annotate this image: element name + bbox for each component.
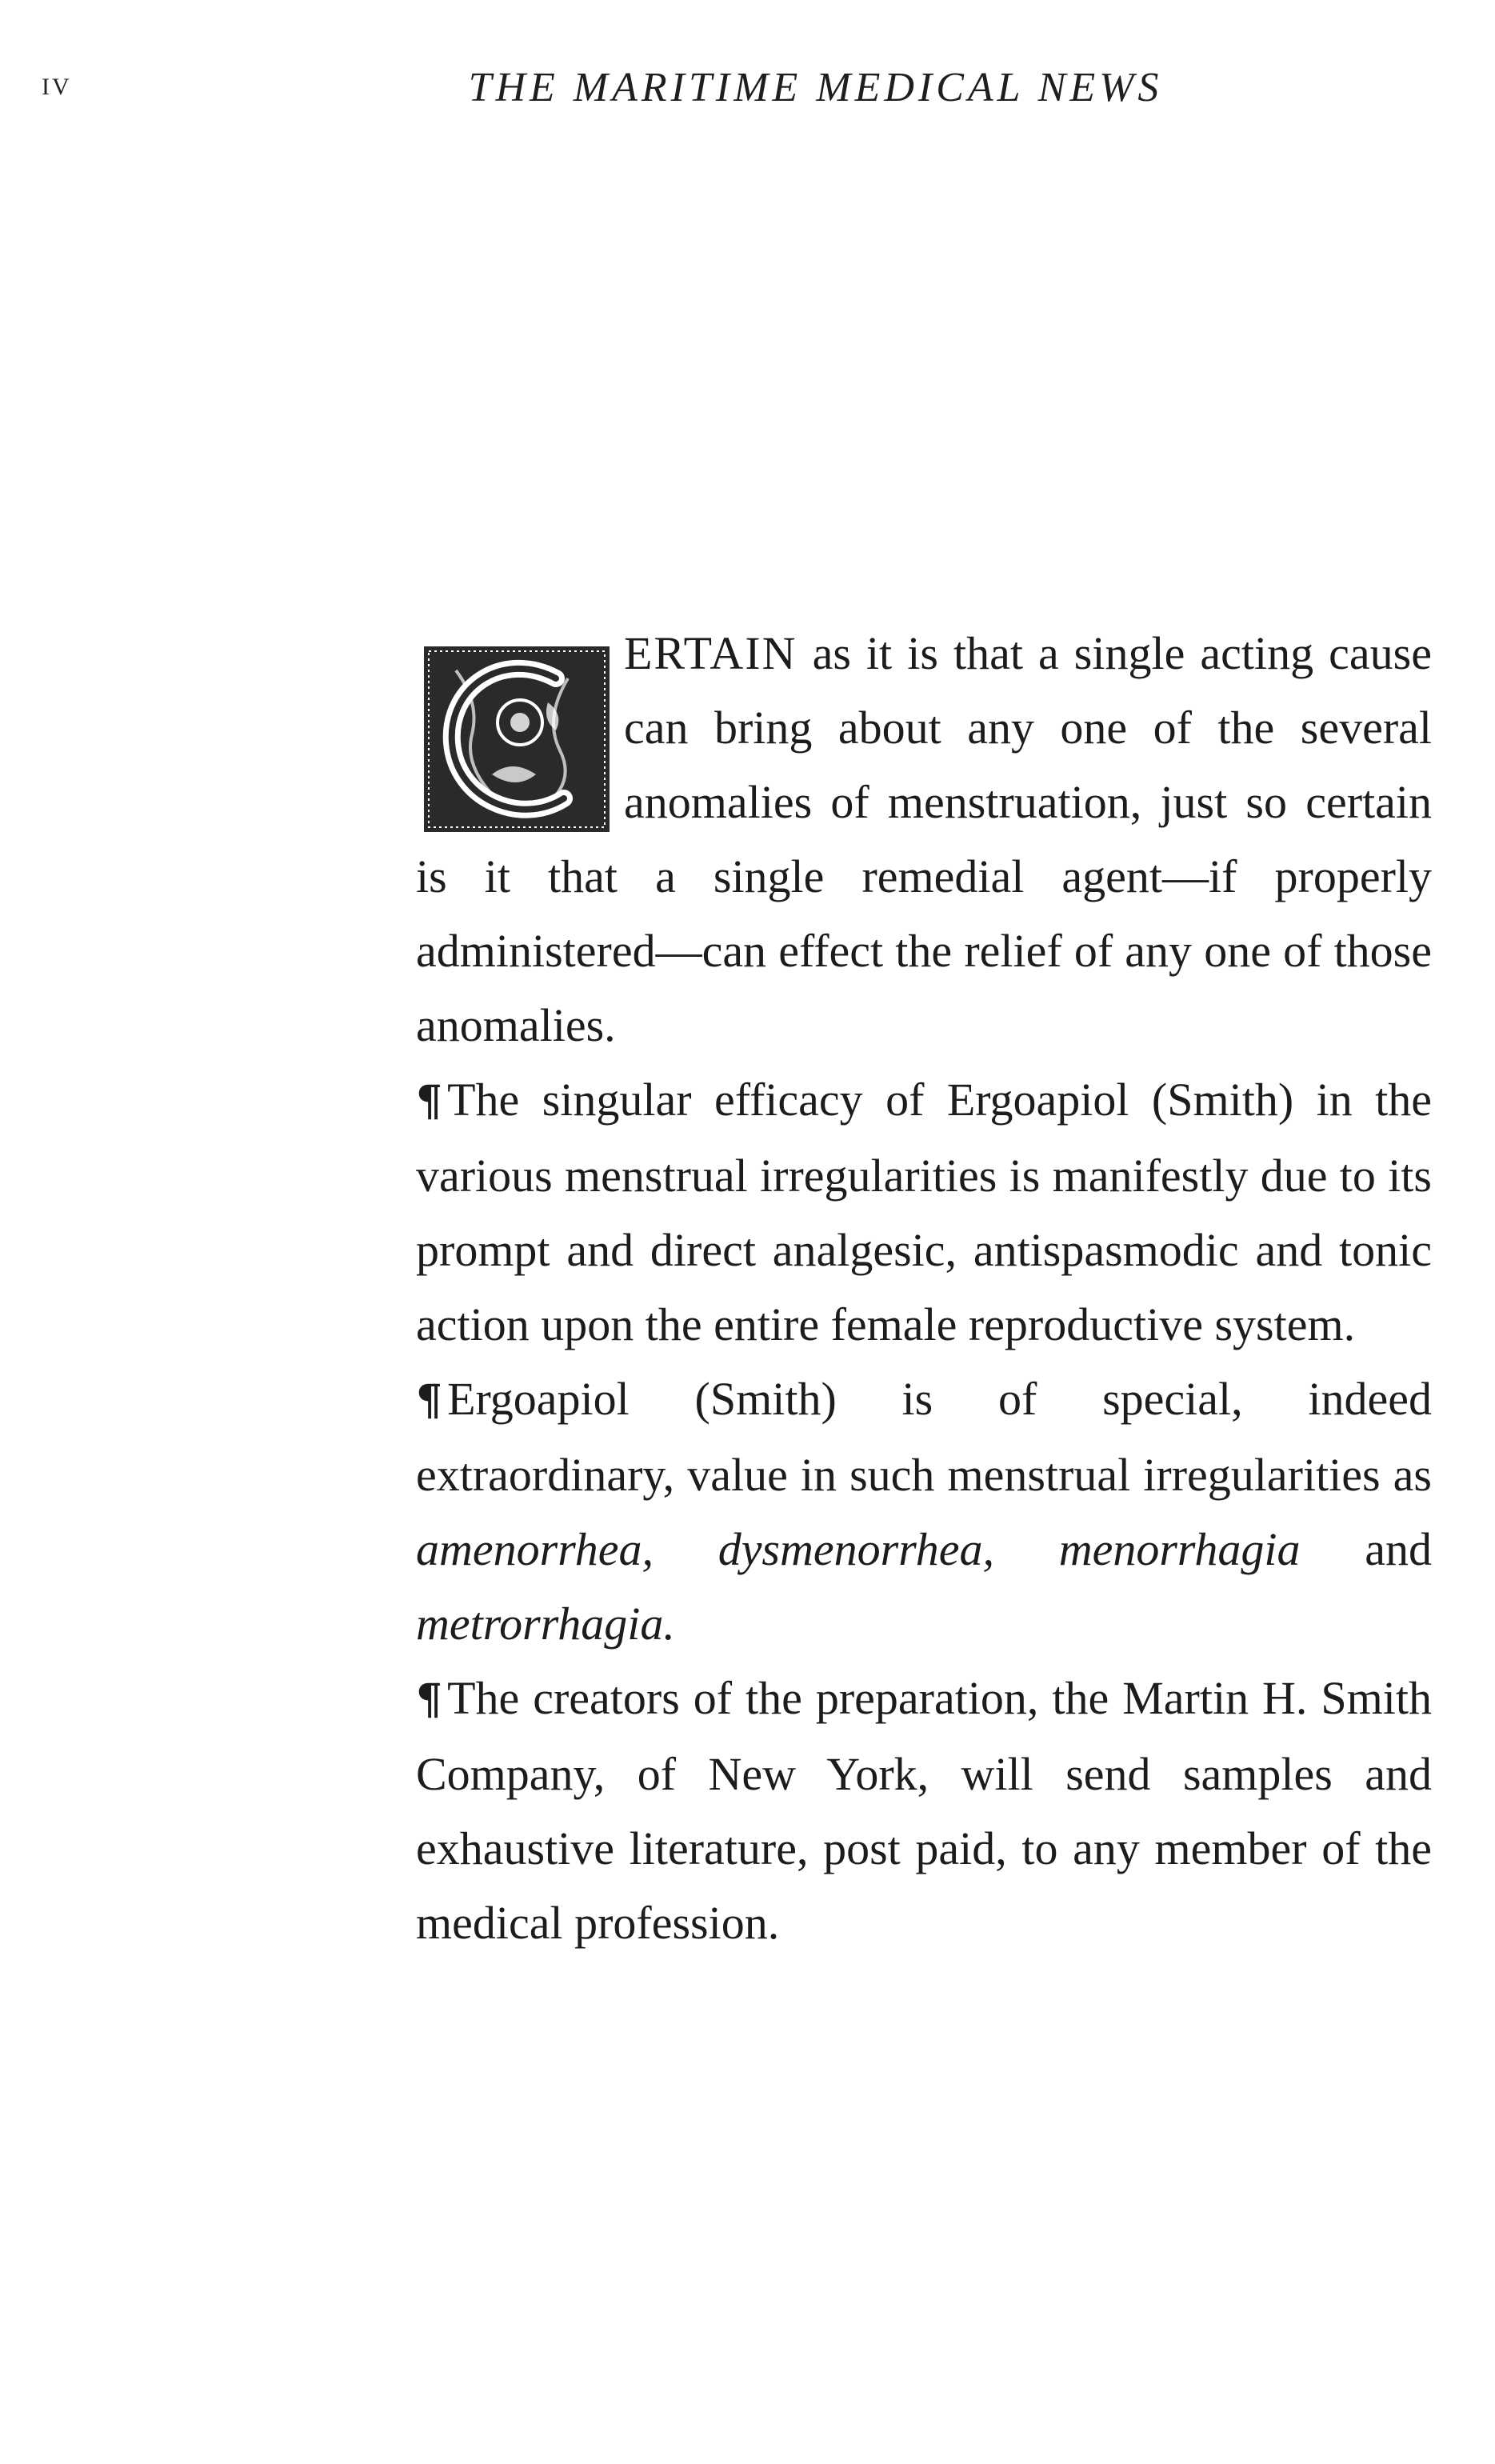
paragraph-3: [416, 1362, 1432, 1661]
advertisement-body: [416, 616, 1432, 1960]
paragraph-2-text: The singular efficacy of Ergoapiol (Smith) in the various menstrual irregularities is manifestly due to its prompt and direct analgesic, antispasmodic and tonic action upon the entire female reproductive system.: [416, 1074, 1432, 1350]
paragraph-1-text: as it is that a single acting cause can bring about any one of the several anomalies of menstruation, just so certain is it that a single remedial agent—if properly administered—can effect the relief of any one of those anomalies.: [416, 627, 1432, 1051]
pilcrow-mark: ¶: [416, 1675, 443, 1724]
paragraph-2: [416, 1062, 1432, 1362]
opening-word: ERTAIN: [624, 627, 797, 679]
paragraph-4-text: The creators of the preparation, the Martin H. Smith Company, of New York, will send samples and exhaustive literature, post paid, to any member of the medical profession.: [416, 1672, 1432, 1949]
pilcrow-mark: ¶: [416, 1376, 443, 1425]
paragraph-3-conjunction: and: [1300, 1523, 1432, 1575]
running-head: THE MARITIME MEDICAL NEWS: [468, 65, 1163, 110]
pilcrow-mark: ¶: [416, 1077, 443, 1126]
paragraph-3-text: Ergoapiol (Smith) is of special, indeed extraordinary, value in such menstrual irregularities as: [416, 1373, 1432, 1501]
ornamental-dropcap-c: [424, 646, 610, 832]
term-amenorrhea: amenorrhea,: [416, 1523, 654, 1575]
term-dysmenorrhea: dysmenorrhea,: [718, 1523, 994, 1575]
paragraph-1: [416, 616, 1432, 1062]
page-number: IV: [42, 74, 72, 100]
term-metrorrhagia: metrorrhagia.: [416, 1598, 675, 1650]
paragraph-4: [416, 1661, 1432, 1960]
term-menorrhagia: menorrhagia: [1058, 1523, 1301, 1575]
